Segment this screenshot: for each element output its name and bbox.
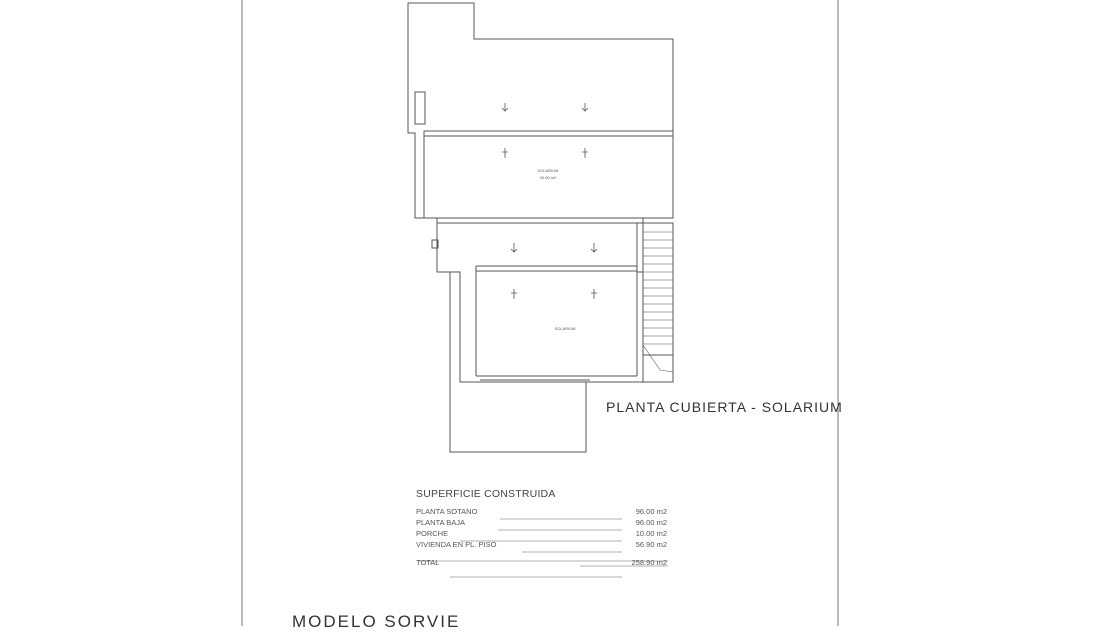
- porch-outline: [450, 272, 586, 452]
- area-row-label: PORCHE: [416, 529, 449, 538]
- light-fixtures: [502, 103, 597, 299]
- area-row-label: PLANTA BAJA: [416, 518, 466, 527]
- area-row: [416, 507, 676, 518]
- stair-treads: [643, 232, 673, 372]
- area-row-value: 96.00 m2: [635, 507, 667, 516]
- area-row-value: 96.00 m2: [635, 518, 667, 527]
- room-label-upper: SOLARIUM: [537, 168, 559, 173]
- area-row: [416, 540, 676, 551]
- area-row: [416, 518, 676, 529]
- roof-outline-main: [408, 3, 673, 382]
- roof-left-wall-mid: [408, 130, 437, 223]
- built-area-table: [416, 488, 676, 569]
- room-label-lower: SOLARIUM: [554, 326, 576, 331]
- area-total-value: 258.90 m2: [631, 558, 667, 567]
- area-row-label: PLANTA SOTANO: [416, 507, 478, 516]
- model-name: MODELO SORVIE: [292, 612, 461, 631]
- area-row-value: 10.00 m2: [635, 529, 667, 538]
- area-total-row: [416, 558, 676, 569]
- plan-title: PLANTA CUBIERTA - SOLARIUM: [606, 399, 843, 415]
- area-row-label: VIVIENDA EN PL. PISO: [416, 540, 497, 549]
- parapet-detail: [415, 92, 425, 124]
- area-total-label: TOTAL: [416, 558, 440, 567]
- room-area-upper: 30.00 m2: [539, 175, 557, 180]
- area-row: [416, 529, 676, 540]
- area-row-value: 56.90 m2: [635, 540, 667, 549]
- staircase: [643, 223, 673, 355]
- area-table-heading: SUPERFICIE CONSTRUIDA: [416, 488, 556, 500]
